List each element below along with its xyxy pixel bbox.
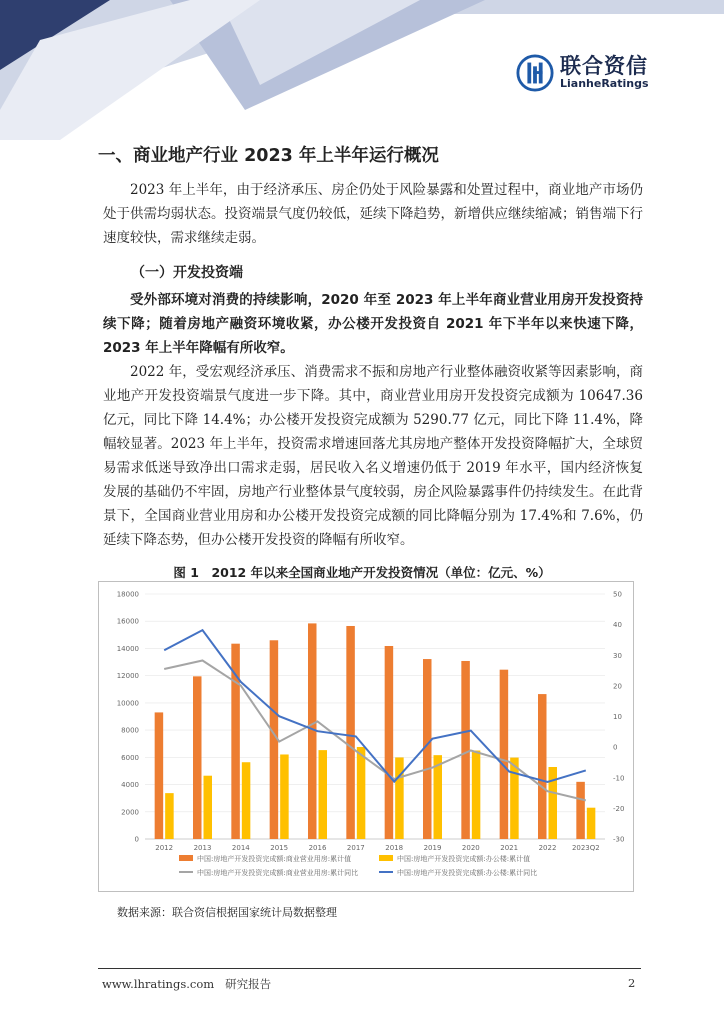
body-paragraph: 2022 年，受宏观经济承压、消费需求不振和房地产行业整体融资收紧等因素影响，商业地产开发投资端景气度进一步下降。其中，商业营业用房开发投资完成额为 10647.36 亿元，同比下降 14.4%；办公楼开发投资完成额为 5290.77 亿元，同比下降 11.4%，降幅较显著。2023 年上半年，投资需求增速回落尤其房地产整体开发投资降幅扩大，全球贸易需求低迷导致净出口需求走弱，居民收入名义增速仍低于 2019 年水平，国内经济恢复发展的基础仍不牢固，房地产行业整体景气度较弱，房企风险暴露事件仍持续发生。在此背景下，全国商业营业用房和办公楼开发投资完成额的同比降幅分别为 17.4%和 7.6%，仍延续下降态势，但办公楼开发投资的降幅有所收窄。 xyxy=(103,364,643,548)
footer-divider xyxy=(98,968,641,969)
bar-commercial xyxy=(576,782,585,839)
bar-office xyxy=(395,757,404,839)
bar-office xyxy=(280,754,289,839)
bar-office xyxy=(242,762,251,839)
bar-commercial xyxy=(461,661,470,839)
bar-office xyxy=(165,793,174,839)
footer-report-type: 研究报告 xyxy=(225,977,272,991)
line-commercial-yoy xyxy=(164,661,586,801)
chart-frame xyxy=(98,581,634,892)
line-office-yoy xyxy=(164,630,586,782)
investment-chart xyxy=(99,582,633,891)
section-title: 一、商业地产行业 2023 年上半年运行概况 xyxy=(98,146,439,166)
legend-label: 中国:房地产开发投资完成额:办公楼:累计同比 xyxy=(397,869,538,877)
x-tick-label: 2016 xyxy=(308,844,327,852)
logo-english-name: LianheRatings xyxy=(560,77,649,90)
x-tick-label: 2022 xyxy=(538,844,557,852)
legend-label: 中国:房地产开发投资完成额:办公楼:累计值 xyxy=(397,855,531,863)
data-source-note: 数据来源：联合资信根据国家统计局数据整理 xyxy=(117,906,337,919)
y-right-tick-label: 50 xyxy=(613,590,622,599)
x-tick-label: 2015 xyxy=(270,844,289,852)
bar-office xyxy=(472,751,481,839)
bar-office xyxy=(510,758,518,839)
y-right-tick-label: 10 xyxy=(613,713,622,721)
y-left-tick-label: 6000 xyxy=(121,753,139,762)
x-tick-label: 2012 xyxy=(155,844,174,852)
bar-office xyxy=(434,755,443,839)
bar-office xyxy=(204,776,213,839)
y-right-tick-label: -10 xyxy=(613,774,625,783)
y-left-tick-label: 10000 xyxy=(116,699,139,708)
logo-chinese-name: 联合资信 xyxy=(560,54,648,78)
x-tick-label: 2019 xyxy=(423,844,442,852)
bar-commercial xyxy=(193,676,202,839)
y-left-tick-label: 16000 xyxy=(116,617,139,626)
lianhe-logo-icon xyxy=(516,54,554,92)
y-right-tick-label: 30 xyxy=(613,651,622,660)
x-tick-label: 2023Q2 xyxy=(571,844,600,852)
x-tick-label: 2020 xyxy=(461,844,480,852)
figure-title: 图 1 2012 年以来全国商业地产开发投资情况（单位：亿元、%） xyxy=(173,565,551,580)
y-left-tick-label: 12000 xyxy=(116,672,139,681)
bar-commercial xyxy=(231,644,240,839)
bar-office xyxy=(319,750,328,839)
bar-office xyxy=(587,808,596,839)
bar-commercial xyxy=(385,646,394,839)
x-tick-label: 2014 xyxy=(231,844,250,852)
page-number: 2 xyxy=(628,976,636,990)
legend-swatch xyxy=(179,855,193,861)
bar-commercial xyxy=(500,670,509,839)
y-left-tick-label: 2000 xyxy=(121,808,139,817)
x-tick-label: 2017 xyxy=(346,844,365,852)
x-tick-label: 2018 xyxy=(385,844,404,852)
bar-office xyxy=(357,747,366,839)
legend-label: 中国:房地产开发投资完成额:商业营业用房:累计值 xyxy=(197,855,352,863)
y-right-tick-label: 0 xyxy=(613,743,618,752)
y-left-tick-label: 18000 xyxy=(116,590,139,599)
bar-commercial xyxy=(538,694,547,839)
y-right-tick-label: 20 xyxy=(613,682,622,691)
y-right-tick-label: -20 xyxy=(613,804,625,813)
y-left-tick-label: 14000 xyxy=(116,644,139,653)
y-left-tick-label: 8000 xyxy=(121,726,139,735)
footer-left xyxy=(102,976,271,992)
bar-office xyxy=(549,767,558,839)
bar-commercial xyxy=(346,626,355,839)
intro-paragraph: 2023 年上半年，由于经济承压、房企仍处于风险暴露和处置过程中，商业地产市场仍处于供需均弱状态。投资端景气度仍较低，延续下降趋势，新增供应继续缩减；销售端下行速度较快，需求继续走弱。 xyxy=(103,182,643,246)
company-logo xyxy=(516,54,649,92)
y-left-tick-label: 0 xyxy=(134,835,139,844)
y-right-tick-label: -30 xyxy=(613,835,625,844)
x-tick-label: 2013 xyxy=(193,844,212,852)
y-right-tick-label: 40 xyxy=(613,621,622,630)
subsection-title: （一）开发投资端 xyxy=(131,265,243,281)
legend-label: 中国:房地产开发投资完成额:商业营业用房:累计同比 xyxy=(197,869,359,877)
y-left-tick-label: 4000 xyxy=(121,781,139,790)
x-tick-label: 2021 xyxy=(500,844,519,852)
summary-bold-paragraph: 受外部环境对消费的持续影响，2020 年至 2023 年上半年商业营业用房开发投资持续下降；随着房地产融资环境收紧，办公楼开发投资自 2021 年下半年以来快速下降，2023 年上半年降幅有所收窄。 xyxy=(103,292,643,356)
legend-swatch xyxy=(379,855,393,861)
footer-website[interactable]: www.lhratings.com xyxy=(102,977,215,991)
bar-commercial xyxy=(155,712,164,839)
